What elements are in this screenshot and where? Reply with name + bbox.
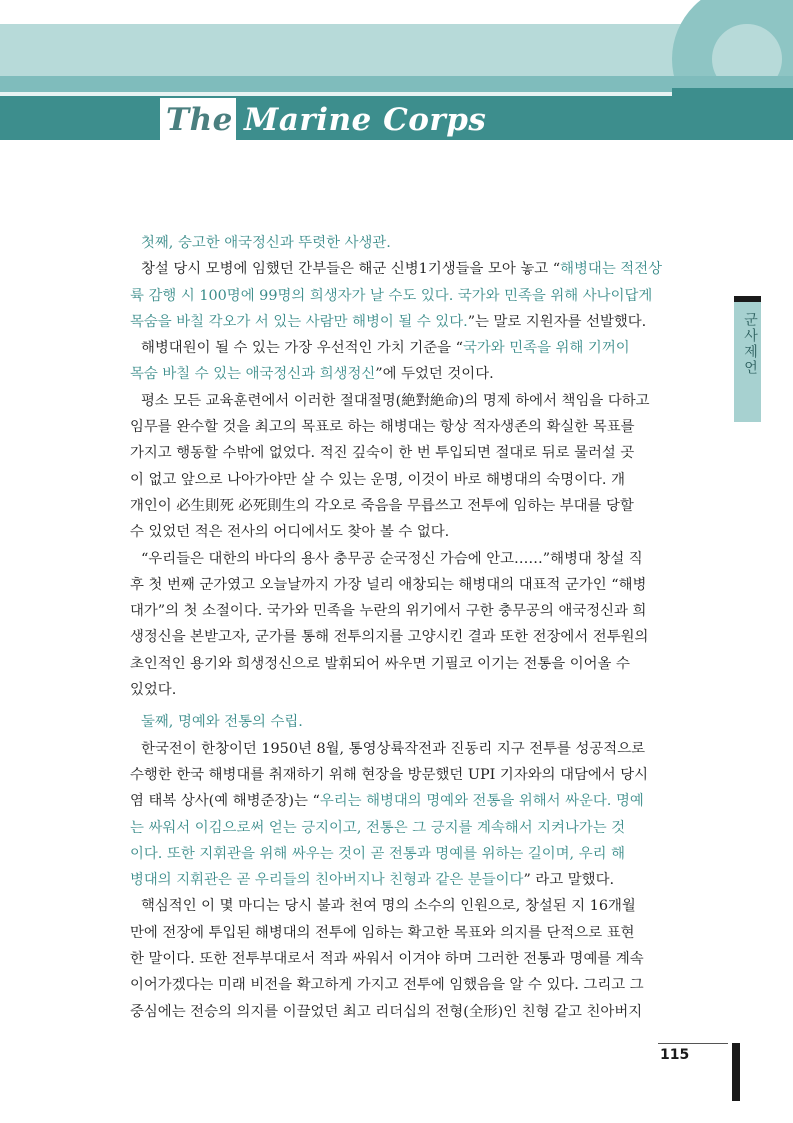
paragraph-line: 만에 전장에 투입된 해병대의 전투에 임하는 확고한 목표와 의지를 단적으로 표현 (130, 924, 635, 941)
paragraph-line: “우리들은 대한의 바다의 용사 충무공 순국정신 가슴에 안고……”해병대 창설 직 (141, 550, 643, 567)
page-number: 115 (660, 1047, 690, 1063)
paragraph-line: 가지고 행동할 수밖에 없었다. 적진 깊숙이 한 번 투입되면 절대로 뒤로 물러설 곳 (130, 445, 635, 462)
paragraph-line: 있었다. (130, 682, 177, 699)
paragraph-line: 생정신을 본받고자, 군가를 통해 전투의지를 고양시킨 결과 또한 전장에서 전투원의 (130, 629, 649, 646)
paragraph-line (130, 867, 662, 893)
paragraph-line (130, 335, 662, 361)
quote-span: 국가와 민족을 위해 기꺼이 (462, 340, 630, 357)
paragraph-line: 핵심적인 이 몇 마디는 당시 불과 천여 명의 소수의 인원으로, 창설된 지 16개월 (141, 898, 636, 915)
text-span: ”는 말로 지원자를 선발했다. (467, 313, 647, 330)
paragraph-line: 평소 모든 교육훈련에서 이러한 절대절명(絶對絶命)의 명제 하에서 책임을 다하고 (141, 392, 650, 409)
footer-rule (658, 1043, 728, 1044)
quote-line: 이다. 또한 지휘관을 위해 싸우는 것이 곧 전통과 명예를 위하는 길이며, 우리 해 (130, 845, 625, 862)
page-title-the: The (166, 102, 233, 138)
article-body (130, 230, 662, 1025)
paragraph-line: 개인이 必生則死 必死則生의 각오로 죽음을 무릅쓰고 전투에 임하는 부대를 당할 (130, 497, 634, 514)
paragraph-line: 이어가겠다는 미래 비전을 확고하게 가지고 전투에 임했음을 알 수 있다. 그리고 그 (130, 977, 644, 994)
quote-line: 는 싸워서 이김으로써 얻는 긍지이고, 전통은 그 긍지를 계속해서 지켜나가는 것 (130, 819, 626, 836)
paragraph-line: 임무를 완수할 것을 최고의 목표로 하는 해병대는 항상 적자생존의 확실한 목표를 (130, 419, 635, 436)
paragraph-line: 이 없고 앞으로 나아가야만 살 수 있는 운명, 이것이 바로 해병대의 숙명이다. 개 (130, 471, 625, 488)
quote-span: 목숨을 바칠 각오가 서 있는 사람만 해병이 될 수 있다. (130, 313, 468, 330)
section-heading-1: 첫째, 숭고한 애국정신과 뚜렷한 사생관. (141, 235, 391, 251)
page-title-main: Marine Corps (244, 102, 487, 138)
text-span: ” 라고 말했다. (523, 872, 615, 889)
paragraph-line: 대가”의 첫 소절이다. 국가와 민족을 누란의 위기에서 구한 충무공의 애국정신과 희 (130, 603, 647, 620)
section-heading-2: 둘째, 명예와 전통의 수립. (141, 714, 303, 731)
paragraph-line (130, 309, 662, 335)
paragraph-line: 수행한 한국 해병대를 취재하기 위해 현장을 방문했던 UPI 기자와의 대담에서 당시 (130, 766, 649, 783)
text-span: 염 태복 상사(예 해병준장)는 “ (130, 793, 320, 810)
paragraph-line: 한 말이다. 또한 전투부대로서 적과 싸워서 이겨야 하며 그러한 전통과 명예를 계속 (130, 951, 644, 968)
text-span: ”에 두었던 것이다. (375, 366, 494, 383)
quote-span: 병대의 지휘관은 곧 우리들의 친아버지나 친형과 같은 분들이다 (130, 872, 524, 889)
paragraph-line: 한국전이 한창이던 1950년 8월, 통영상륙작전과 진동리 지구 전투를 성공적으로 (141, 740, 645, 757)
paragraph-line (130, 256, 662, 282)
paragraph-line (130, 361, 662, 387)
paragraph-line: 초인적인 용기와 희생정신으로 발휘되어 싸우면 기필코 이기는 전통을 이어올 수 (130, 655, 630, 672)
decorative-block (672, 88, 793, 140)
footer-bar (732, 1043, 740, 1101)
section-side-tab-label: 군사제언 (742, 312, 758, 376)
paragraph-line: 후 첫 번째 군가였고 오늘날까지 가장 널리 애창되는 해병대의 대표적 군가인 “해병 (130, 576, 647, 593)
text-span: 창설 당시 모병에 임했던 간부들은 해군 신병1기생들을 모아 놓고 “ (141, 261, 561, 278)
quote-span: 우리는 해병대의 명예와 전통을 위해서 싸운다. 명예 (319, 793, 644, 810)
paragraph-line: 수 있었던 적은 전사의 어디에서도 찾아 볼 수 없다. (130, 524, 450, 541)
quote-line: 륙 감행 시 100명에 99명의 희생자가 날 수도 있다. 국가와 민족을 위해 사나이답게 (130, 287, 653, 304)
text-span: 해병대원이 될 수 있는 가장 우선적인 가치 기준을 “ (141, 340, 463, 357)
paragraph-line: 중심에는 전승의 의지를 이끌었던 최고 리더십의 전형(全形)인 친형 같고 친아버지 (130, 1003, 643, 1020)
quote-span: 목숨 바칠 수 있는 애국정신과 희생정신 (130, 366, 376, 383)
paragraph-line (130, 788, 662, 814)
quote-span: 해병대는 적전상 (560, 261, 662, 278)
